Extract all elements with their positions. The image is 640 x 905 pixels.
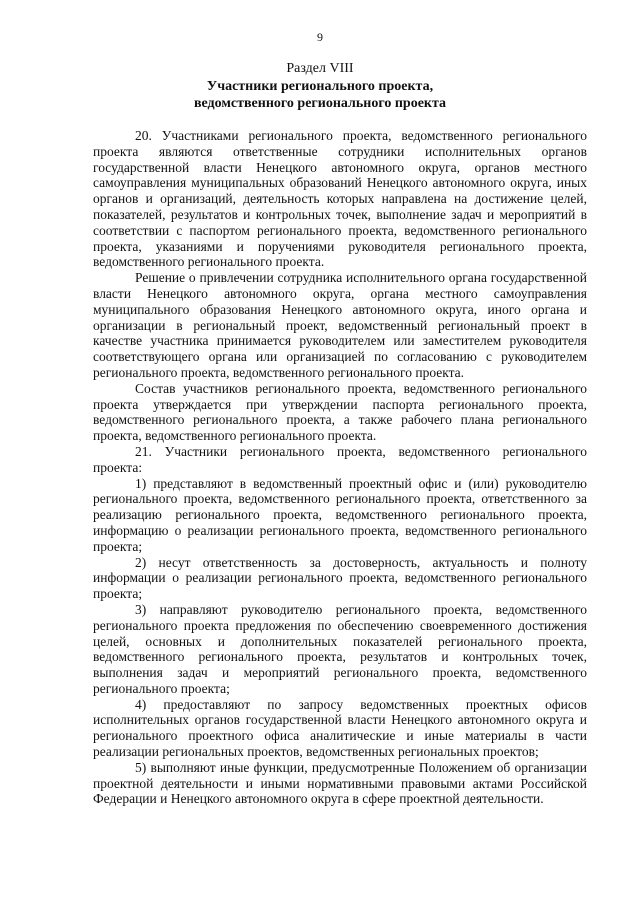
- paragraph-composition: Состав участников регионального проекта, ведомственного регионального проекта утверждается при утверждении паспорта регионального проекта, ведомственного регионального проекта, а также рабочего плана регионального проекта, ведомственного регионального проекта.: [93, 380, 587, 444]
- paragraph-21: 21. Участники регионального проекта, ведомственного регионального проекта:: [93, 443, 587, 475]
- section-title: [0, 78, 640, 112]
- section-heading: Раздел VIII: [286, 61, 354, 76]
- list-item-5: 5) выполняют иные функции, предусмотренные Положением об организации проектной деятельности и иными нормативными правовыми актами Российской Федерации и Ненецкого автономного округа в сфере проектной деятельности.: [93, 759, 587, 807]
- document-body: [93, 128, 587, 807]
- section-title-line-2: ведомственного регионального проекта: [193, 96, 447, 111]
- page-number: 9: [317, 30, 323, 44]
- section-title-line-1: Участники регионального проекта,: [206, 79, 434, 94]
- paragraph-decision: Решение о привлечении сотрудника исполнительного органа государственной власти Ненецкого автономного округа, органа местного самоуправления муниципального образования Ненецкого автономного округа, иного органа и организации в региональный проект, ведомственный региональный проект в качестве участника принимается руководителем или заместителем руководителя соответствующего органа или организацией по согласованию с руководителем регионального проекта, ведомственного регионального проекта.: [93, 270, 587, 380]
- list-item-3: 3) направляют руководителю регионального проекта, ведомственного регионального проекта предложения по обеспечению своевременного достижения целей, основных и дополнительных показателей регионального проекта, ведомственного регионального проекта, результатов и контрольных точек, выполнения задач и мероприятий регионального проекта, ведомственного регионального проекта;: [93, 601, 587, 696]
- list-item-1: 1) представляют в ведомственный проектный офис и (или) руководителю регионального проекта, ведомственного регионального проекта, ответственного за реализацию регионального проекта, ведомственного регионального проекта, информацию о реализации регионального проекта, ведомственного регионального проекта;: [93, 475, 587, 554]
- list-item-4: 4) предоставляют по запросу ведомственных проектных офисов исполнительных органов государственной власти Ненецкого автономного округа и регионального проектного офиса аналитические и иные материалы в части реализации региональных проектов, ведомственных региональных проектов;: [93, 696, 587, 760]
- paragraph-20: 20. Участниками регионального проекта, ведомственного регионального проекта являются ответственные сотрудники исполнительных органов государственной власти Ненецкого автономного округа, органов местного самоуправления муниципальных образований Ненецкого автономного округа, иных органов и организаций, деятельность которых направлена на достижение целей, показателей, результатов и контрольных точек, выполнение задач и мероприятий в соответствии с паспортом регионального проекта, ведомственного регионального проекта, указаниями и поручениями руководителя регионального проекта, ведомственного регионального проекта.: [93, 128, 587, 270]
- list-item-2: 2) несут ответственность за достоверность, актуальность и полноту информации о реализации регионального проекта, ведомственного регионального проекта;: [93, 554, 587, 602]
